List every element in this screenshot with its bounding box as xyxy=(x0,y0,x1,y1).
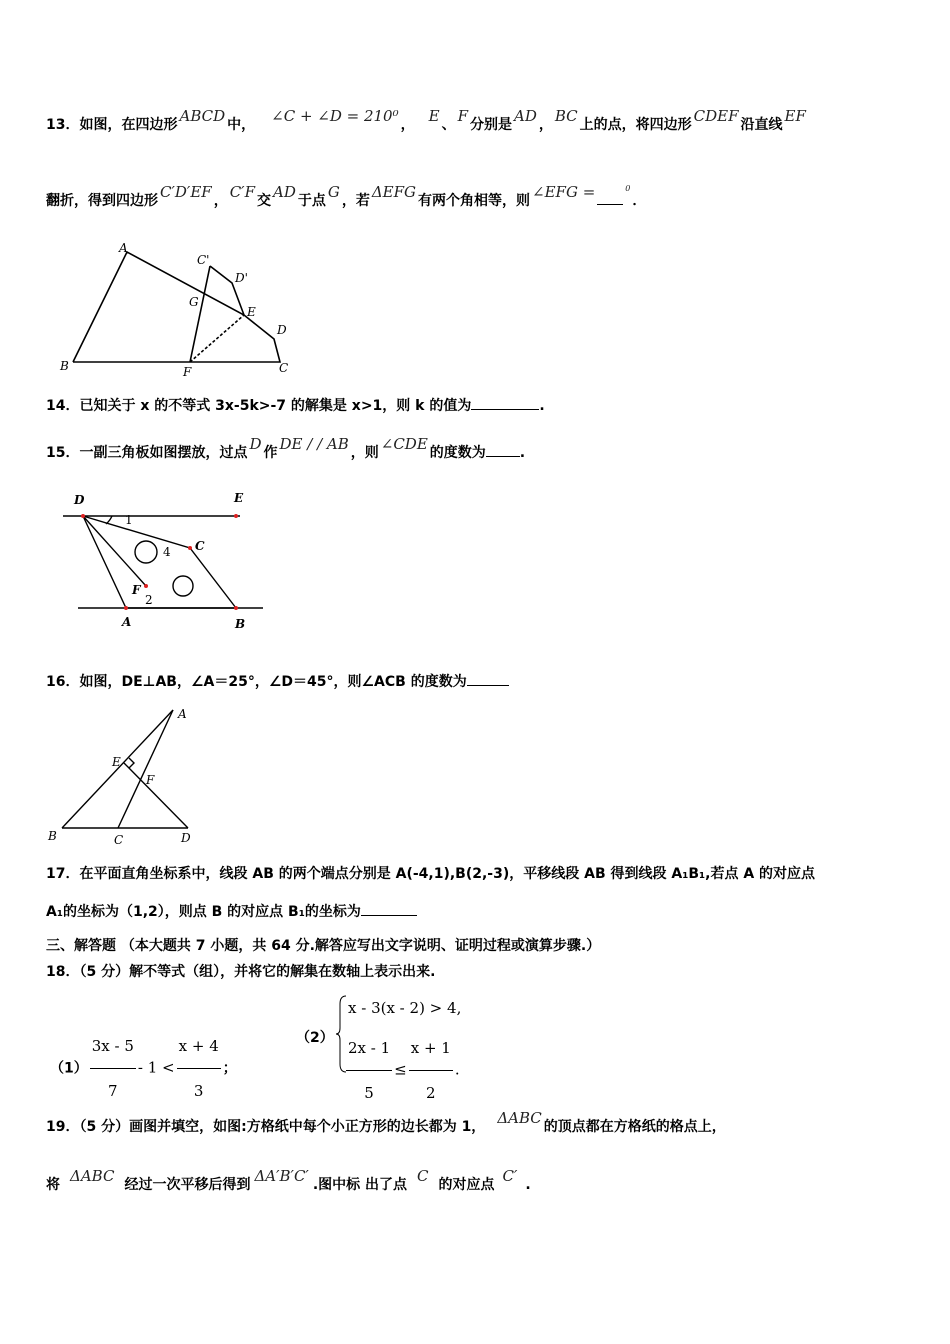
answer-blank xyxy=(471,409,539,410)
label-e: E xyxy=(112,755,121,769)
answer-blank xyxy=(597,204,623,205)
q18-system-row1: x - 3(x - 2) > 4, xyxy=(348,999,462,1017)
label-a: A xyxy=(122,615,132,629)
label-angle-4: 4 xyxy=(163,545,171,559)
q17-line2: A₁的坐标为（1,2），则点 B 的对应点 B₁的坐标为 xyxy=(46,902,417,922)
label-d-prime: D' xyxy=(235,271,248,285)
q13-line2: 翻折，得到四边形 C′D′EF ， C′F 交 AD 于点 G ，若 ΔEFG 有两个角相等，则 ∠EFG = $^0$． xyxy=(46,183,647,209)
segment-ba xyxy=(62,710,173,828)
label-c: C xyxy=(114,833,124,846)
label-b: B xyxy=(235,617,246,631)
fraction: $\frac{x + 4}{3}$ xyxy=(177,1024,221,1113)
label-e: E xyxy=(247,305,256,319)
point-c xyxy=(188,546,192,550)
label-f: F xyxy=(146,773,155,787)
q13-number: 13． xyxy=(46,117,80,133)
q16: 16．如图，DE⊥AB，∠A＝25°，∠D＝45°，则∠ACB 的度数为 xyxy=(46,672,509,692)
label-g: G xyxy=(189,295,199,309)
label-a: A xyxy=(178,707,187,721)
label-a: A xyxy=(119,241,128,255)
label-b: B xyxy=(48,829,57,843)
q18-system-row2: $\frac{2x - 1}{5}$ ≤ $\frac{x + 1}{2}$ . xyxy=(344,1026,460,1115)
label-f: F xyxy=(132,583,141,597)
label-c: C xyxy=(195,539,205,553)
label-f: F xyxy=(183,365,192,379)
label-angle-2: 2 xyxy=(145,593,153,607)
label-angle-1: 1 xyxy=(125,513,133,527)
point-e xyxy=(234,514,238,518)
q15-figure xyxy=(58,488,278,634)
point-a xyxy=(124,606,128,610)
segment-ac xyxy=(118,710,173,828)
q18: 18．（5 分）解不等式（组），并将它的解集在数轴上表示出来. xyxy=(46,964,436,980)
label-c: C xyxy=(279,361,289,375)
angle-1-arc xyxy=(106,516,112,524)
q17-line1: 17．在平面直角坐标系中，线段 AB 的两个端点分别是 A(-4,1),B(2,-3)，平移线段 AB 得到线段 A₁B₁,若点 A 的对应点 xyxy=(46,866,816,882)
q19-line2: 将 ΔABC 经过一次平移后得到 ΔA′B′C′ .图中标 出了点 C 的对应点 C′ . xyxy=(46,1167,531,1193)
q16-figure xyxy=(44,702,214,846)
answer-blank xyxy=(361,915,417,916)
q18-part1: （1） $\frac{3x - 5}{7}$ - 1 < $\frac{x + 4}{3}$ ； xyxy=(50,1024,237,1113)
q13-figure xyxy=(55,240,305,380)
label-b: B xyxy=(60,359,69,373)
hole-2 xyxy=(173,576,193,596)
answer-blank xyxy=(486,456,520,457)
segment-df xyxy=(83,516,146,586)
label-d: D xyxy=(181,831,191,845)
section-3-title: 三、解答题 （本大题共 7 小题，共 64 分.解答应写出文字说明、证明过程或演算步骤.） xyxy=(46,938,601,954)
point-b xyxy=(234,606,238,610)
q13-line1: 13．如图，在四边形 ABCD 中， ∠C + ∠D = 210⁰ ， E 、 F 分别是 AD ， BC 上的点，将四边形 CDEF 沿直线 EF xyxy=(46,107,806,133)
fraction: $\frac{2x - 1}{5}$ xyxy=(346,1026,392,1115)
right-angle-mark xyxy=(129,758,134,768)
triangle-set xyxy=(83,516,236,608)
q14: 14．已知关于 x 的不等式 3x-5k>-7 的解集是 x>1，则 k 的值为 . xyxy=(46,398,545,414)
point-d xyxy=(81,514,85,518)
fraction: $\frac{x + 1}{2}$ xyxy=(409,1026,453,1115)
q18-part2-label: （2） xyxy=(296,1030,334,1046)
answer-blank xyxy=(467,685,509,686)
label-d: D xyxy=(74,493,85,507)
label-c-prime: C' xyxy=(197,253,210,267)
label-d: D xyxy=(277,323,287,337)
label-e: E xyxy=(234,491,244,505)
hole-1 xyxy=(135,541,157,563)
point-f xyxy=(144,584,148,588)
fraction: $\frac{3x - 5}{7}$ xyxy=(90,1024,136,1113)
q19-line1: 19．（5 分）画图并填空，如图:方格纸中每个小正方形的边长都为 1， ΔABC 的顶点都在方格纸的格点上， xyxy=(46,1109,726,1135)
q15: 15．一副三角板如图摆放，过点 D 作 DE / / AB ，则 ∠CDE 的度数为 . xyxy=(46,435,526,461)
